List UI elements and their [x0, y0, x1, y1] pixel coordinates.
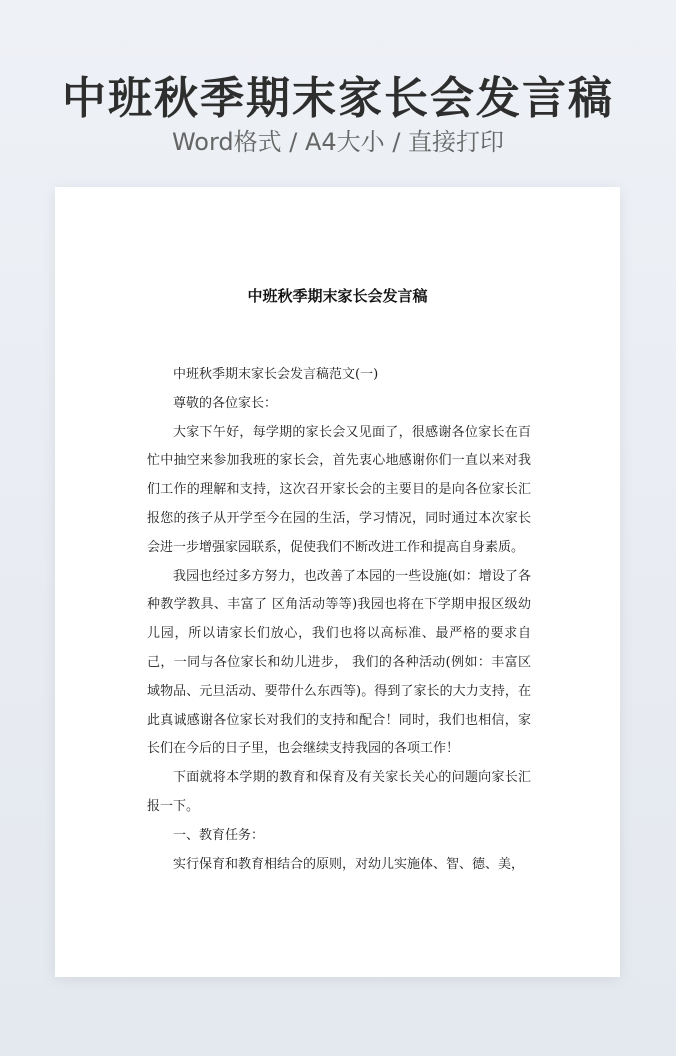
document-body: [147, 361, 531, 879]
paragraph: 实行保育和教育相结合的原则，对幼儿实施体、智、德、美，: [173, 856, 525, 872]
banner-subtitle: Word格式 / A4大小 / 直接打印: [171, 128, 505, 156]
section-heading: 一、教育任务：: [173, 827, 265, 843]
paragraph: 我园也经过多方努力，也改善了本园的一些设施(如：增设了各种教学教具、丰富了 区角活动等等)我园也将在下学期申报区级幼儿园，所以请家长们放心，我们也将以高标准、最严格的要求自己，一同与各位家长和幼儿进步， 我们的各种活动(例如：丰富区域物品、元旦活动、要带什么东西等)。得到了家长的大力支持，在此真诚感谢各位家长对我们的支持和配合！同时，我们也相信，家长们在今后的日子里，也会继续支持我园的各项工作！: [147, 568, 531, 757]
document-page: [55, 187, 620, 977]
paragraph: 大家下午好，每学期的家长会又见面了，很感谢各位家长在百忙中抽空来参加我班的家长会，首先衷心地感谢你们一直以来对我们工作的理解和支持，这次召开家长会的主要目的是向各位家长汇报您的孩子从开学至今在园的生活，学习情况，同时通过本次家长会进一步增强家园联系，促使我们不断改进工作和提高自身素质。: [147, 424, 531, 555]
paragraph-salutation: 尊敬的各位家长：: [173, 395, 278, 411]
paragraph: 下面就将本学期的教育和保育及有关家长关心的问题向家长汇报一下。: [147, 770, 531, 814]
paragraph-heading: 中班秋季期末家长会发言稿范文(一): [173, 367, 379, 382]
banner-title: 中班秋季期末家长会发言稿: [62, 73, 614, 124]
document-title: 中班秋季期末家长会发言稿: [247, 287, 428, 305]
